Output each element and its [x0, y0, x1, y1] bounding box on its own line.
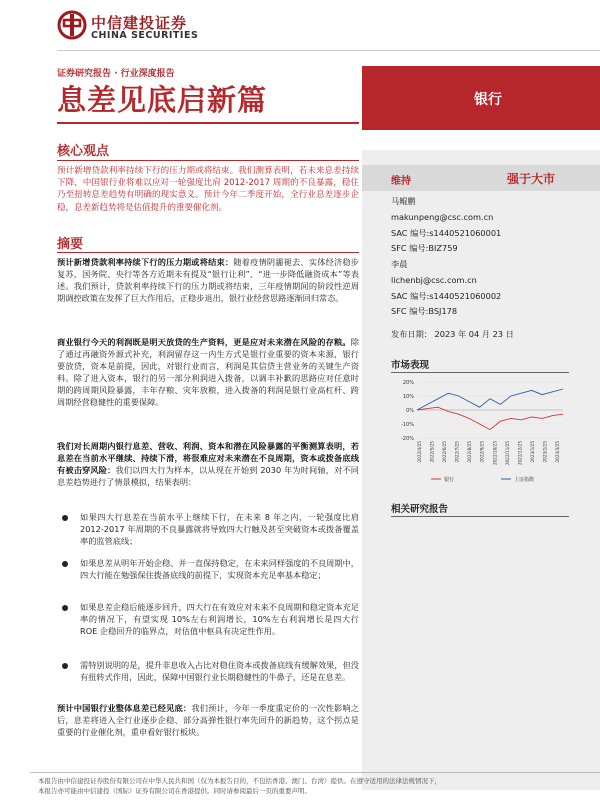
core-view-rule: [57, 160, 359, 161]
chart-x-tick-label: 2022/4/25: [417, 441, 422, 463]
footer-divider: [30, 772, 600, 773]
rating-action: 维持: [391, 176, 411, 187]
chart-x-tick-label: 2022/9/25: [479, 441, 485, 463]
bullet-dot: [62, 515, 68, 521]
chart-y-tick-label: 0%: [406, 408, 414, 414]
related-reports-rule: [391, 516, 569, 517]
bullet-dot: [62, 561, 68, 567]
rating-value: 强于大市: [507, 172, 556, 186]
abstract-paragraph-1: [57, 256, 359, 304]
market-performance-chart: [391, 376, 569, 484]
list-item: 如果息差从明年开始企稳、并一直保持稳定，在未来同样强度的不良周期中，四大行能在勉强保住拨备底线的前提下，实现资本充足率基本稳定；: [80, 558, 359, 581]
chart-y-tick-label: -20%: [401, 436, 414, 442]
chart-legend-label: 银行: [444, 477, 455, 483]
paragraph-1-body: 随着疫情阴霾褪去、实体经济稳步复苏，国务院、央行等各方近期未有提及“银行让利”、“进一步降低融资成本”等表述。我们预计，贷款利率持续下行的压力期或将结束，三年疫情期间的阶段性逆周期调控政策在发挥了巨大作用后，正稳步退出，银行业经营思路逐渐回归常态。: [57, 257, 359, 304]
list-item: 需特别说明的是，提升非息收入占比对稳住资本或拨备底线有缓解效果，但没有扭转式作用，因此，保障中国银行业长期稳健性的牛鼻子，还是在息差。: [80, 660, 359, 683]
chart-x-tick-label: 2022/12/25: [517, 441, 523, 466]
abstract-rule: [57, 252, 359, 253]
analyst-2-sfc: SFC 编号:BSJ178: [391, 306, 458, 316]
chart-y-tick-label: 10%: [402, 394, 414, 400]
core-view-text: 预计新增贷款利率持续下行的压力期或将结束。我们测算表明，若未来息差持续下降，中国银行业将难以应对一轮强度比肩 2012-2017 周期的不良暴露，稳住乃至扭转息差趋势有明确的现实意义。预计今年二季度开始，全行业息差逐步企稳，息差新趋势将是估值提升的重要催化剂。: [57, 166, 359, 213]
chart-x-tick-label: 2022/8/25: [467, 441, 473, 463]
header-divider: [57, 50, 600, 51]
company-logo: [57, 10, 217, 46]
chart-x-tick-label: 2022/7/25: [454, 441, 460, 463]
analyst-1-sfc: SFC 编号:BIZ759: [391, 243, 458, 253]
analyst-2-sac: SAC 编号:s1440521060002: [391, 291, 502, 301]
list-item: 如果四大行息差在当前水平上继续下行，在未来 8 年之内，一轮强度比肩 2012-2017 年周期的不良暴露就将导致四大行触及甚至突破资本或拨备覆盖率的监管底线；: [80, 512, 359, 547]
footer-line-1: 本报告由中信建投证券股份有限公司在中华人民共和国（仅为本报告目的，不包括香港、澳门、台湾）提供。在遵守适用的法律法规情况下，: [38, 777, 441, 785]
bullet-dot: [62, 605, 68, 611]
page-title: 息差见底启新篇: [57, 83, 268, 117]
chart-x-tick-label: 2022/5/25: [429, 441, 435, 463]
abstract-paragraph-3: [57, 440, 359, 488]
paragraph-4-lead: 预计中国银行业整体息差已经见底：: [57, 703, 192, 713]
chart-series-line-2: [417, 389, 563, 410]
market-performance-heading: 市场表现: [391, 360, 430, 371]
chart-x-tick-label: 2022/11/25: [504, 441, 510, 466]
abstract-paragraph-2: [57, 336, 359, 409]
abstract-paragraph-4: [57, 702, 359, 738]
publish-date: 发布日期： 2023 年 04 月 23 日: [391, 329, 514, 339]
market-performance-rule: [391, 372, 569, 373]
paragraph-3-body: 我们以四大行为样本，以从现在开始到 2030 年为时间轴，对不同息差趋势进行了情景模拟，结果表明：: [57, 465, 359, 488]
logo-chinese-name: 中信建投证券: [91, 14, 188, 32]
title-underline: [57, 122, 359, 124]
chart-x-tick-label: 2023/2/25: [542, 441, 548, 463]
analyst-1-sac: SAC 编号:s1440521060001: [391, 228, 502, 238]
paragraph-4-body: 我们预计，今年一季度重定价的一次性影响之后，息差将进入全行业逐步企稳、部分高弹性银行率先回升的新趋势，这个拐点是重要的行业催化剂，重申看好银行板块。: [57, 703, 359, 738]
abstract-heading: 摘要: [57, 237, 84, 252]
breadcrumb: 证券研究报告 · 行业深度报告: [57, 69, 175, 79]
chart-legend-label: 上证指数: [514, 477, 535, 483]
core-view-heading: 核心观点: [57, 144, 110, 159]
chart-x-tick-label: 2022/6/25: [442, 441, 448, 463]
logo-emblem-icon: [57, 10, 87, 40]
paragraph-3-lead: 我们对长周期内银行息差、营收、利润、资本和潜在风险暴露的平衡测算表明，若息差在当前水平继续、持续下滑，将很难应对未来潜在不良周期，资本或拨备底线有被击穿风险：: [57, 441, 359, 476]
chart-series-line-1: [417, 407, 563, 429]
chart-x-tick-label: 2023/3/25: [555, 441, 560, 463]
chart-x-tick-label: 2023/1/25: [529, 441, 535, 463]
industry-label: 银行: [474, 92, 502, 108]
analyst-2-email[interactable]: lichenbj@csc.com.cn: [391, 275, 477, 285]
related-reports-heading: 相关研究报告: [391, 504, 449, 515]
chart-y-tick-label: 20%: [402, 380, 414, 386]
paragraph-2-lead: 商业银行今天的利润既是明天放贷的生产资料，更是应对未来潜在风险的存粮。: [57, 337, 351, 347]
paragraph-2-body: 除了通过再融资外源式补充，利润留存这一内生方式是银行业重要的资本来源，银行要放贷，资本是前提，因此，对银行业而言，利润是其信贷主营业务的关键生产资料。除了进入资本，银行的另一部分利润进入拨备，以调丰补歉的思路应对任意时期的跨周期风险暴露，丰年存粮、灾年放粮，进入拨备的利润是银行业高杠杆、跨周期经营稳健性的重要保障。: [57, 337, 359, 408]
chart-y-tick-label: -10%: [401, 422, 414, 428]
analyst-1-email[interactable]: makunpeng@csc.com.cn: [391, 212, 494, 222]
logo-english-name: CHINA SECURITIES: [91, 30, 199, 41]
chart-x-tick-label: 2022/10/25: [492, 441, 498, 466]
footer-disclaimer: [38, 776, 600, 796]
analyst-2-name: 李晨: [391, 259, 408, 269]
paragraph-1-lead: 预计新增贷款利率持续下行的压力期或将结束：: [57, 257, 234, 267]
analyst-1-name: 马鲲鹏: [391, 196, 416, 206]
bullet-dot: [62, 663, 68, 669]
footer-line-2: 本报告亦可能由中信建投（国际）证券有限公司在香港提供。同时请参阅最后一页的重要声明。: [38, 787, 311, 795]
list-item: 如果息差企稳后能逐步回升，四大行在有效应对未来不良周期和稳定资本充足率的情况下，有望实现 10%左右利润增长，10%左右利润增长是四大行 ROE 企稳回升的临界点，对估值中枢具有决定性作用。: [80, 602, 359, 637]
